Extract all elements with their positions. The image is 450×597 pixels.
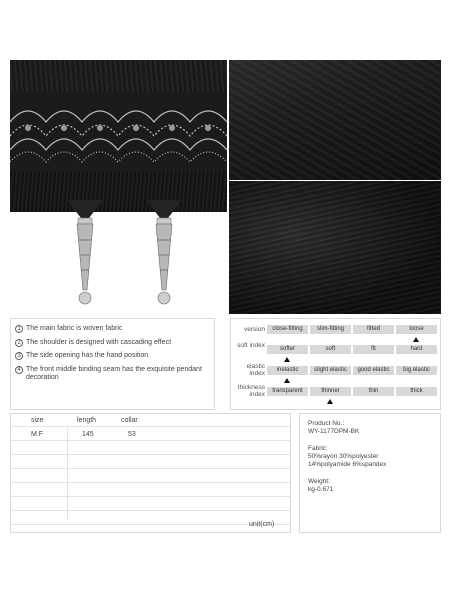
attributes-panel [230,318,441,410]
fabric-line: 50%rayon 30%polyester [308,453,379,460]
features-list [10,318,215,410]
table-row [11,428,290,441]
feature-number: 1 [15,325,23,333]
feature-number: 3 [15,352,23,360]
fabric-hem [10,172,227,212]
table-row [11,442,290,455]
table-cell: 53 [128,431,136,438]
feature-item [15,339,210,348]
attr-label: version [244,326,265,333]
fabric-line: 14%polyamide 6%spandex [308,461,387,468]
feature-item [15,352,210,361]
attr-label: elastic index [246,363,265,377]
size-table [10,413,291,533]
attr-option: slight elastic [310,366,351,375]
attr-option: soft [310,345,351,354]
table-row [11,470,290,483]
table-row [11,456,290,469]
table-header-cell: collar [121,417,138,424]
weight-value: kg-0.671 [308,486,334,493]
feature-number: 4 [15,366,23,374]
fabric-label: Fabric: [308,445,328,452]
attr-option: inelastic [267,366,308,375]
feature-text: The shoulder is designed with cascading effect [26,338,172,346]
unit-label: unit(cm) [249,521,275,528]
attr-option: big elastic [396,366,437,375]
product-info-panel [299,413,441,533]
selected-marker-icon [284,357,290,362]
attr-label: soft index [237,342,265,349]
selected-marker-icon [413,337,419,342]
pendant-right [144,200,184,310]
fabric-block [308,445,432,469]
shoulder-fold-photo [229,60,441,180]
column-divider [67,427,68,520]
attr-label: thickness index [237,384,265,398]
attr-option: hard [396,345,437,354]
pendant-left [65,200,105,310]
table-cell: 145 [82,431,94,438]
feature-item [15,366,210,383]
attr-option: thinner [310,387,351,396]
selected-marker-icon [327,399,333,404]
feature-text: The side opening has the hand position [26,352,149,359]
weight-block [308,478,432,494]
product-number-value: WY-1177DPM-BK [308,428,360,435]
attr-option: fit [353,345,394,354]
table-header-cell: length [77,417,97,424]
lace-detail-photo [10,60,227,314]
attr-option: loose [396,325,437,334]
attr-option: transparent [267,387,308,396]
attr-option: thick [396,387,437,396]
texture-shading [229,181,441,314]
selected-marker-icon [284,378,290,383]
feature-number: 2 [15,339,23,347]
lace-trim [10,92,227,172]
fabric-texture-photo [229,181,441,314]
feature-text: The main fabric is woven fabric [26,325,123,332]
table-row [11,498,290,511]
fold-crease [229,60,441,180]
attr-option: thin [353,387,394,396]
attr-option: close-fitting [267,325,308,334]
product-number-label: Product No.: [308,420,345,427]
feature-text: The front middle binding seam has the exquisite pendant decoration [26,365,202,381]
table-row [11,484,290,497]
table-cell: M.F [31,431,44,438]
product-number-block [308,420,432,436]
attr-row-thickness-index [231,384,440,409]
feature-item [15,325,210,334]
attr-option: softer [267,345,308,354]
weight-label: Weight: [308,478,330,485]
table-header-cell: size [31,417,44,424]
attr-option: good elastic [353,366,394,375]
attr-option: fitted [353,325,394,334]
table-header-row [11,414,290,427]
attr-option: slim-fitting [310,325,351,334]
